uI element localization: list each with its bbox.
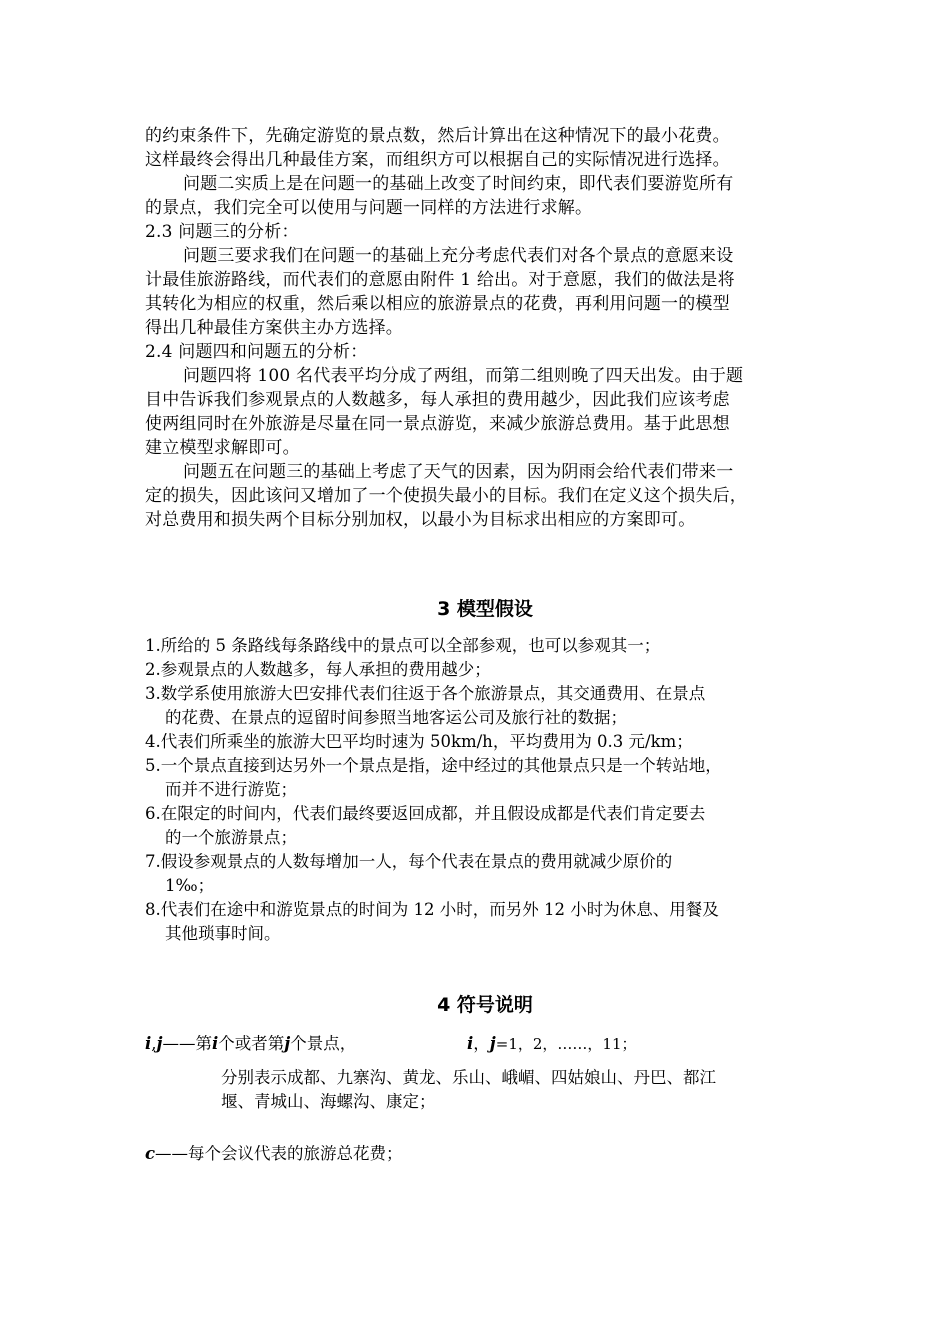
symbol-c: c	[145, 1144, 156, 1163]
symbol-separator: ,	[151, 1034, 157, 1053]
range-values: =1，2，……，11；	[495, 1035, 637, 1053]
section-2-3-paragraph	[145, 244, 825, 340]
text-line: 问题三要求我们在问题一的基础上充分考虑代表们对各个景点的意愿来设	[183, 246, 734, 266]
symbol-ij-row	[145, 1032, 825, 1058]
symbol-desc-c: 个景点，	[290, 1034, 357, 1053]
list-item	[145, 754, 825, 802]
list-item-text: 2.参观景点的人数越多，每人承担的费用越少；	[145, 660, 491, 679]
symbol-j-inline: j	[284, 1034, 291, 1053]
list-item-text: 5.一个景点直接到达另外一个景点是指，途中经过的其他景点只是一个转站地，	[145, 756, 722, 775]
text-line: 建立模型求解即可。	[145, 438, 300, 458]
text-line: 目中告诉我们参观景点的人数越多，每人承担的费用越少，因此我们应该考虑	[145, 390, 730, 410]
list-item-text: 7.假设参观景点的人数每增加一人，每个代表在景点的费用就减少原价的	[145, 852, 673, 871]
list-item-text: 1.所给的 5 条路线每条路线中的景点可以全部参观，也可以参观其一；	[145, 636, 661, 655]
list-item-continuation: 1‰；	[165, 876, 215, 895]
text-line: 得出几种最佳方案供主办方选择。	[145, 318, 403, 338]
subsection-heading-2-4: 2.4 问题四和问题五的分析：	[145, 342, 368, 362]
note-line: 分别表示成都、九寨沟、黄龙、乐山、峨嵋、四姑娘山、丹巴、都江	[221, 1068, 716, 1087]
list-item-text: 6.在限定的时间内，代表们最终要返回成都，并且假设成都是代表们肯定要去	[145, 804, 706, 823]
symbol-ij-note	[145, 1066, 825, 1114]
problem2-paragraph	[145, 172, 825, 220]
text-line: 的约束条件下，先确定游览的景点数，然后计算出在这种情况下的最小花费。	[145, 126, 730, 146]
list-item	[145, 850, 825, 898]
assumption-list	[145, 634, 825, 946]
symbol-c-row	[145, 1142, 825, 1168]
list-item-continuation: 的花费、在景点的逗留时间参照当地客运公司及旅行社的数据；	[165, 708, 627, 727]
text-line: 定的损失，因此该问又增加了一个使损失最小的目标。我们在定义这个损失后，	[145, 486, 747, 506]
list-item	[145, 898, 825, 946]
continuation-paragraph	[145, 124, 825, 172]
subsection-heading-2-3: 2.3 问题三的分析：	[145, 222, 299, 242]
list-item-continuation: 其他琐事时间。	[165, 924, 281, 943]
section-2-4-paragraph-1	[145, 364, 825, 460]
list-item	[145, 730, 825, 754]
section-4-title: 4 符号说明	[437, 994, 533, 1016]
symbol-c-desc: ——每个会议代表的旅游总花费；	[155, 1144, 403, 1163]
symbol-desc-b: 个或者第	[218, 1034, 285, 1053]
list-item-continuation: 而并不进行游览；	[165, 780, 297, 799]
symbol-j: j	[156, 1034, 163, 1053]
symbol-range	[467, 1032, 637, 1056]
symbol-i: i	[145, 1034, 152, 1053]
list-item-text: 4.代表们所乘坐的旅游大巴平均时速为 50km/h，平均费用为 0.3 元/km；	[145, 732, 693, 751]
symbol-desc-a: ——第	[162, 1034, 213, 1053]
text-line: 其转化为相应的权重，然后乘以相应的旅游景点的花费，再利用问题一的模型	[145, 294, 730, 314]
range-i: i	[467, 1034, 474, 1053]
list-item-continuation: 的一个旅游景点；	[165, 828, 297, 847]
text-line: 对总费用和损失两个目标分别加权，以最小为目标求出相应的方案即可。	[145, 510, 696, 530]
text-line: 使两组同时在外旅游是尽量在同一景点游览，来减少旅游总费用。基于此思想	[145, 414, 730, 434]
symbol-i-inline: i	[212, 1034, 219, 1053]
text-line: 问题五在问题三的基础上考虑了天气的因素，因为阴雨会给代表们带来一	[183, 462, 734, 482]
text-line: 的景点，我们完全可以使用与问题一同样的方法进行求解。	[145, 198, 593, 218]
text-line: 问题四将 100 名代表平均分成了两组，而第二组则晚了四天出发。由于题	[183, 366, 744, 386]
section-2-4-paragraph-2	[145, 460, 825, 532]
document-page	[145, 124, 825, 1168]
list-item	[145, 682, 825, 730]
range-separator: ，	[473, 1034, 490, 1053]
list-item	[145, 634, 825, 658]
list-item-text: 3.数学系使用旅游大巴安排代表们往返于各个旅游景点，其交通费用、在景点	[145, 684, 706, 703]
section-3-title: 3 模型假设	[437, 598, 533, 620]
list-item	[145, 658, 825, 682]
text-line: 问题二实质上是在问题一的基础上改变了时间约束，即代表们要游览所有	[183, 174, 734, 194]
list-item	[145, 802, 825, 850]
text-line: 计最佳旅游路线，而代表们的意愿由附件 1 给出。对于意愿，我们的做法是将	[145, 270, 735, 290]
range-j: j	[489, 1034, 496, 1053]
list-item-text: 8.代表们在途中和游览景点的时间为 12 小时，而另外 12 小时为休息、用餐及	[145, 900, 719, 919]
note-line: 堰、青城山、海螺沟、康定；	[221, 1092, 436, 1111]
text-line: 这样最终会得出几种最佳方案，而组织方可以根据自己的实际情况进行选择。	[145, 150, 730, 170]
